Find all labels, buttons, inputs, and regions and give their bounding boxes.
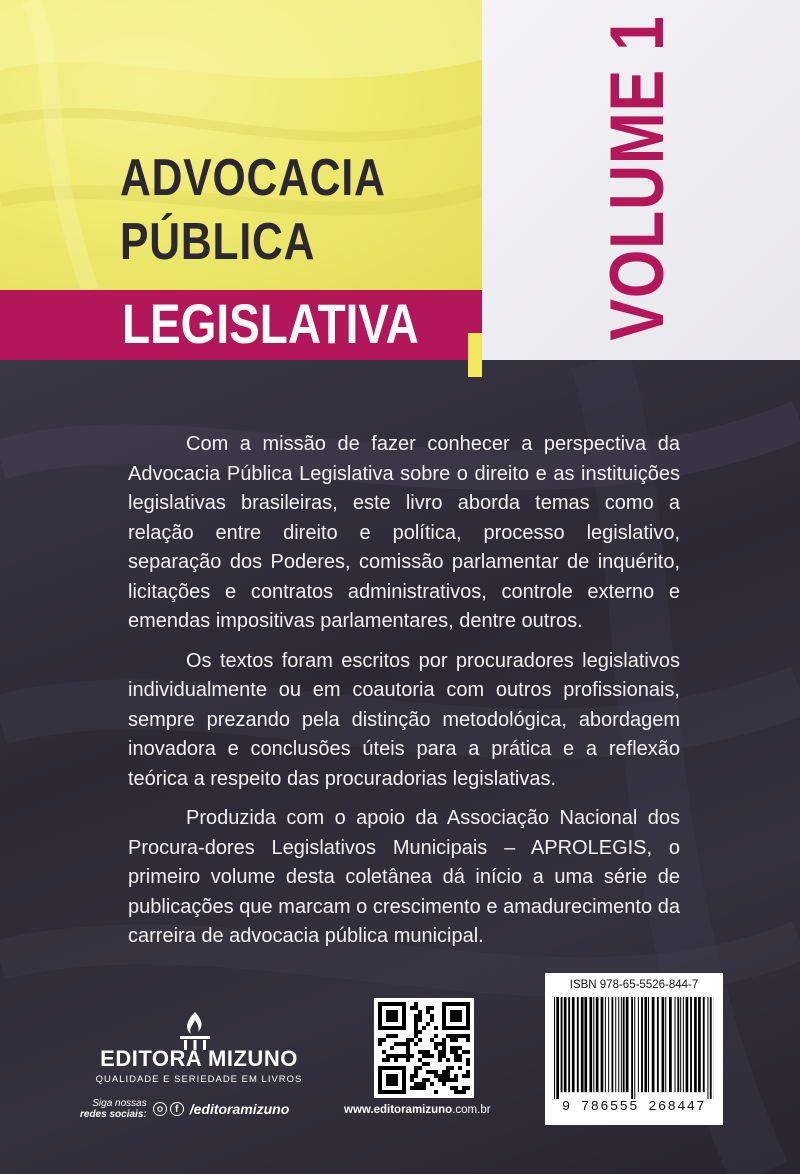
publisher-logo (84, 1010, 314, 1090)
publisher-name: EDITORA MIZUNO (100, 1046, 298, 1071)
title-line-3: LEGISLATIVA (122, 292, 419, 355)
publisher-tagline: QUALIDADE E SERIEDADE EM LIVROS (95, 1074, 303, 1085)
yellow-accent-bar (468, 333, 482, 377)
social-handle[interactable]: /editoramizuno (189, 1101, 290, 1117)
synopsis-paragraph-3: Produzida com o apoio da Associação Nacional dos Procura-dores Legislativos Municipais – APROLEGIS, o primeiro volume desta coletânea dá início a uma série de publicações que marcam o crescimento e amadurecimento da carreira de advocacia pública municipal. (128, 807, 680, 947)
website-url[interactable]: www.editoramizuno.com.br (344, 1104, 491, 1116)
isbn-barcode (545, 973, 723, 1125)
social-label: Siga nossas redes sociais: (80, 1098, 147, 1120)
synopsis-text (128, 430, 680, 962)
facebook-icon[interactable]: f (170, 1102, 184, 1116)
title-line-1: ADVOCACIA (120, 149, 386, 207)
barcode-digits: 9 786555 268447 (561, 1100, 707, 1115)
qr-code[interactable] (374, 998, 474, 1098)
isbn-label: ISBN 978-65-5526-844-7 (569, 979, 699, 991)
instagram-icon[interactable] (153, 1102, 167, 1116)
synopsis-paragraph-2: Os textos foram escritos por procuradores legislativos individualmente ou em coautoria com outros profissionais, sempre prezando pela distinção metodológica, abordagem inovadora e conclusões úteis para a prática e a reflexão teórica a respeito das procuradorias legislativas. (128, 649, 680, 790)
flame-logo-icon (176, 1010, 214, 1050)
title-line-2: PÚBLICA (120, 213, 316, 271)
volume-label: VOLUME 1 (595, 15, 680, 341)
qr-code-pattern (374, 998, 474, 1098)
synopsis-paragraph-1: Com a missão de fazer conhecer a perspectiva da Advocacia Pública Legislativa sobre o direito e as instituições legislativas brasileiras, este livro aborda temas como a relação entre direito e política, processo legislativo, separação dos Poderes, comissão parlamentar de inquérito, licitações e contratos administrativos, controle externo e emendas impositivas parlamentares, dentre outros. (128, 433, 680, 632)
social-links (80, 1096, 289, 1122)
barcode-bars (554, 997, 714, 1099)
